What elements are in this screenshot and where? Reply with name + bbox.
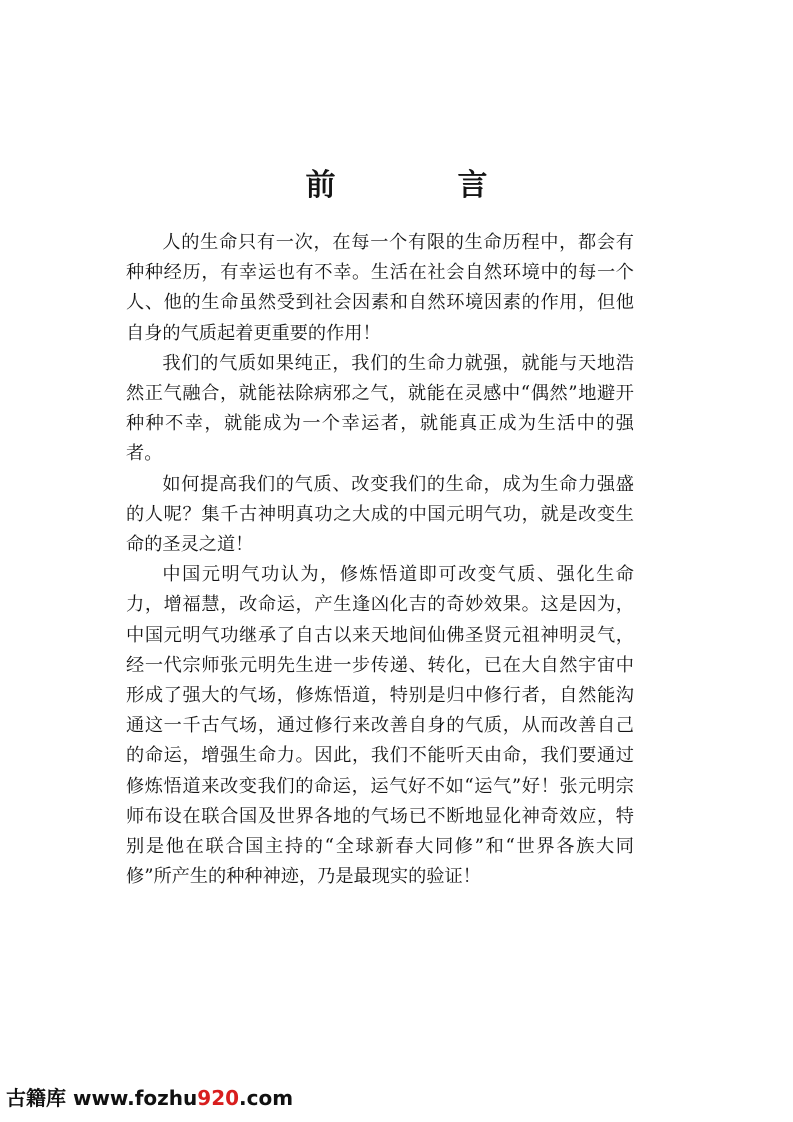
paragraph-4: 中国元明气功认为，修炼悟道即可改变气质、强化生命力，增福慧，改命运，产生逢凶化吉的奇妙效果。这是因为，中国元明气功继承了自古以来天地间仙佛圣贤元祖神明灵气，经一代宗师张元明先生进一步传递、转化，已在大自然宇宙中形成了强大的气场，修炼悟道，特别是归中修行者，自然能沟通这一千古气场，通过修行来改善自身的气质，从而改善自己的命运，增强生命力。因此，我们不能听天由命，我们要通过修炼悟道来改变我们的命运，运气好不如“运气”好！张元明宗师布设在联合国及世界各地的气场已不断地显化神奇效应，特别是他在联合国主持的“全球新春大同修”和“世界各族大同修”所产生的种种神迹，乃是最现实的验证！ bbox=[126, 564, 634, 888]
footer-site-name: 古籍库 bbox=[6, 1086, 66, 1110]
preface-body bbox=[126, 228, 634, 892]
paragraph-1: 人的生命只有一次，在每一个有限的生命历程中，都会有种种经历，有幸运也有不幸。生活在社会自然环境中的每一个人、他的生命虽然受到社会因素和自然环境因素的作用，但他自身的气质起着更重要的作用！ bbox=[126, 232, 634, 344]
paragraph-2: 我们的气质如果纯正，我们的生命力就强，就能与天地浩然正气融合，就能祛除病邪之气，就能在灵感中“偶然”地避开种种不幸，就能成为一个幸运者，就能真正成为生活中的强者。 bbox=[126, 352, 634, 465]
footer-url-suffix: .com bbox=[239, 1086, 294, 1110]
page-title: 前 言 bbox=[305, 168, 534, 203]
footer-url-prefix: www.fozhu bbox=[72, 1086, 198, 1110]
paragraph-3: 如何提高我们的气质、改变我们的生命，成为生命力强盛的人呢？集千古神明真功之大成的中国元明气功，就是改变生命的圣灵之道！ bbox=[126, 473, 634, 556]
footer-url-number: 920 bbox=[197, 1086, 240, 1110]
footer-watermark bbox=[6, 1082, 293, 1111]
